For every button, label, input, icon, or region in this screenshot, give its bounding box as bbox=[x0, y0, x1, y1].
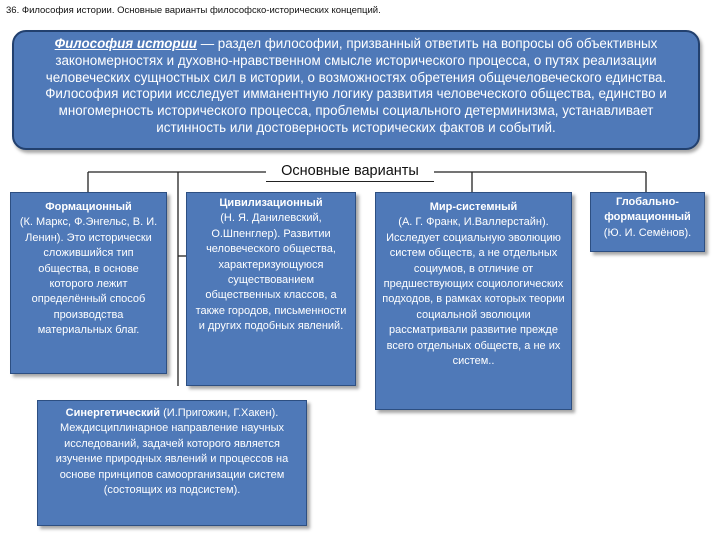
variants-subheading: Основные варианты bbox=[266, 161, 434, 182]
variant-world-system-box bbox=[375, 192, 572, 410]
variant-civilizational-body: (Н. Я. Данилевский, О.Шпенглер). Развитии человеческого общества, характеризующуюся существованием общественных классов, а также городов, письменности и других подобных явлений. bbox=[195, 212, 347, 333]
definition-text: — раздел философии, призванный ответить на вопросы об объективных закономерностях и духовно-нравственном смысле исторического процесса, о путях реализации человеческих сущностных сил в истории, о возможностях обретения общечеловеческого единства. Философия истории исследует имманентную логику развития человеческого общества, единство и многомерность исторического процесса, проблемы социального детерминизма, устанавливает истинность или достоверность исторических фактов и событий. bbox=[45, 36, 667, 135]
definition-term: Философия истории bbox=[54, 36, 197, 51]
variant-world-system-body: (А. Г. Франк, И.Валлерстайн). Исследует социальную эволюцию систем обществ, а не отдельных социумов, в отличие от предшествующих социологических подходов, в рамках которых теории социальной эволюции рассматривали развитие прежде всего отдельных обществ, а не их систем.. bbox=[382, 216, 565, 368]
variant-global-formational-box bbox=[590, 192, 705, 252]
variant-world-system-title: Мир-системный bbox=[429, 201, 518, 213]
variant-civilizational-title: Цивилизационный bbox=[219, 197, 323, 209]
variant-formational-body: (К. Маркс, Ф.Энгельс, В. И. Ленин). Это исторически сложившийся тип общества, в основе которого лежит определённый способ производства материальных благ. bbox=[19, 216, 158, 337]
variant-global-formational-body: (Ю. И. Семёнов). bbox=[603, 226, 692, 239]
variant-formational-box bbox=[10, 192, 167, 374]
variant-global-formational-title: Глобально-формационный bbox=[604, 196, 691, 224]
variant-synergetic-box bbox=[37, 400, 307, 526]
variant-synergetic-title: Синергетический bbox=[65, 407, 161, 419]
variant-civilizational-box bbox=[186, 192, 356, 386]
page-heading: 36. Философия истории. Основные варианты философско-исторических концепций. bbox=[6, 5, 381, 16]
variant-formational-title: Формационный bbox=[45, 201, 132, 213]
variant-synergetic-body: (И.Пригожин, Г.Хакен). Междисциплинарное направление научных исследований, задачей которого является изучение природных явлений и процессов на основе принципов самоорганизации систем (состоящих из подсистем). bbox=[55, 407, 289, 497]
